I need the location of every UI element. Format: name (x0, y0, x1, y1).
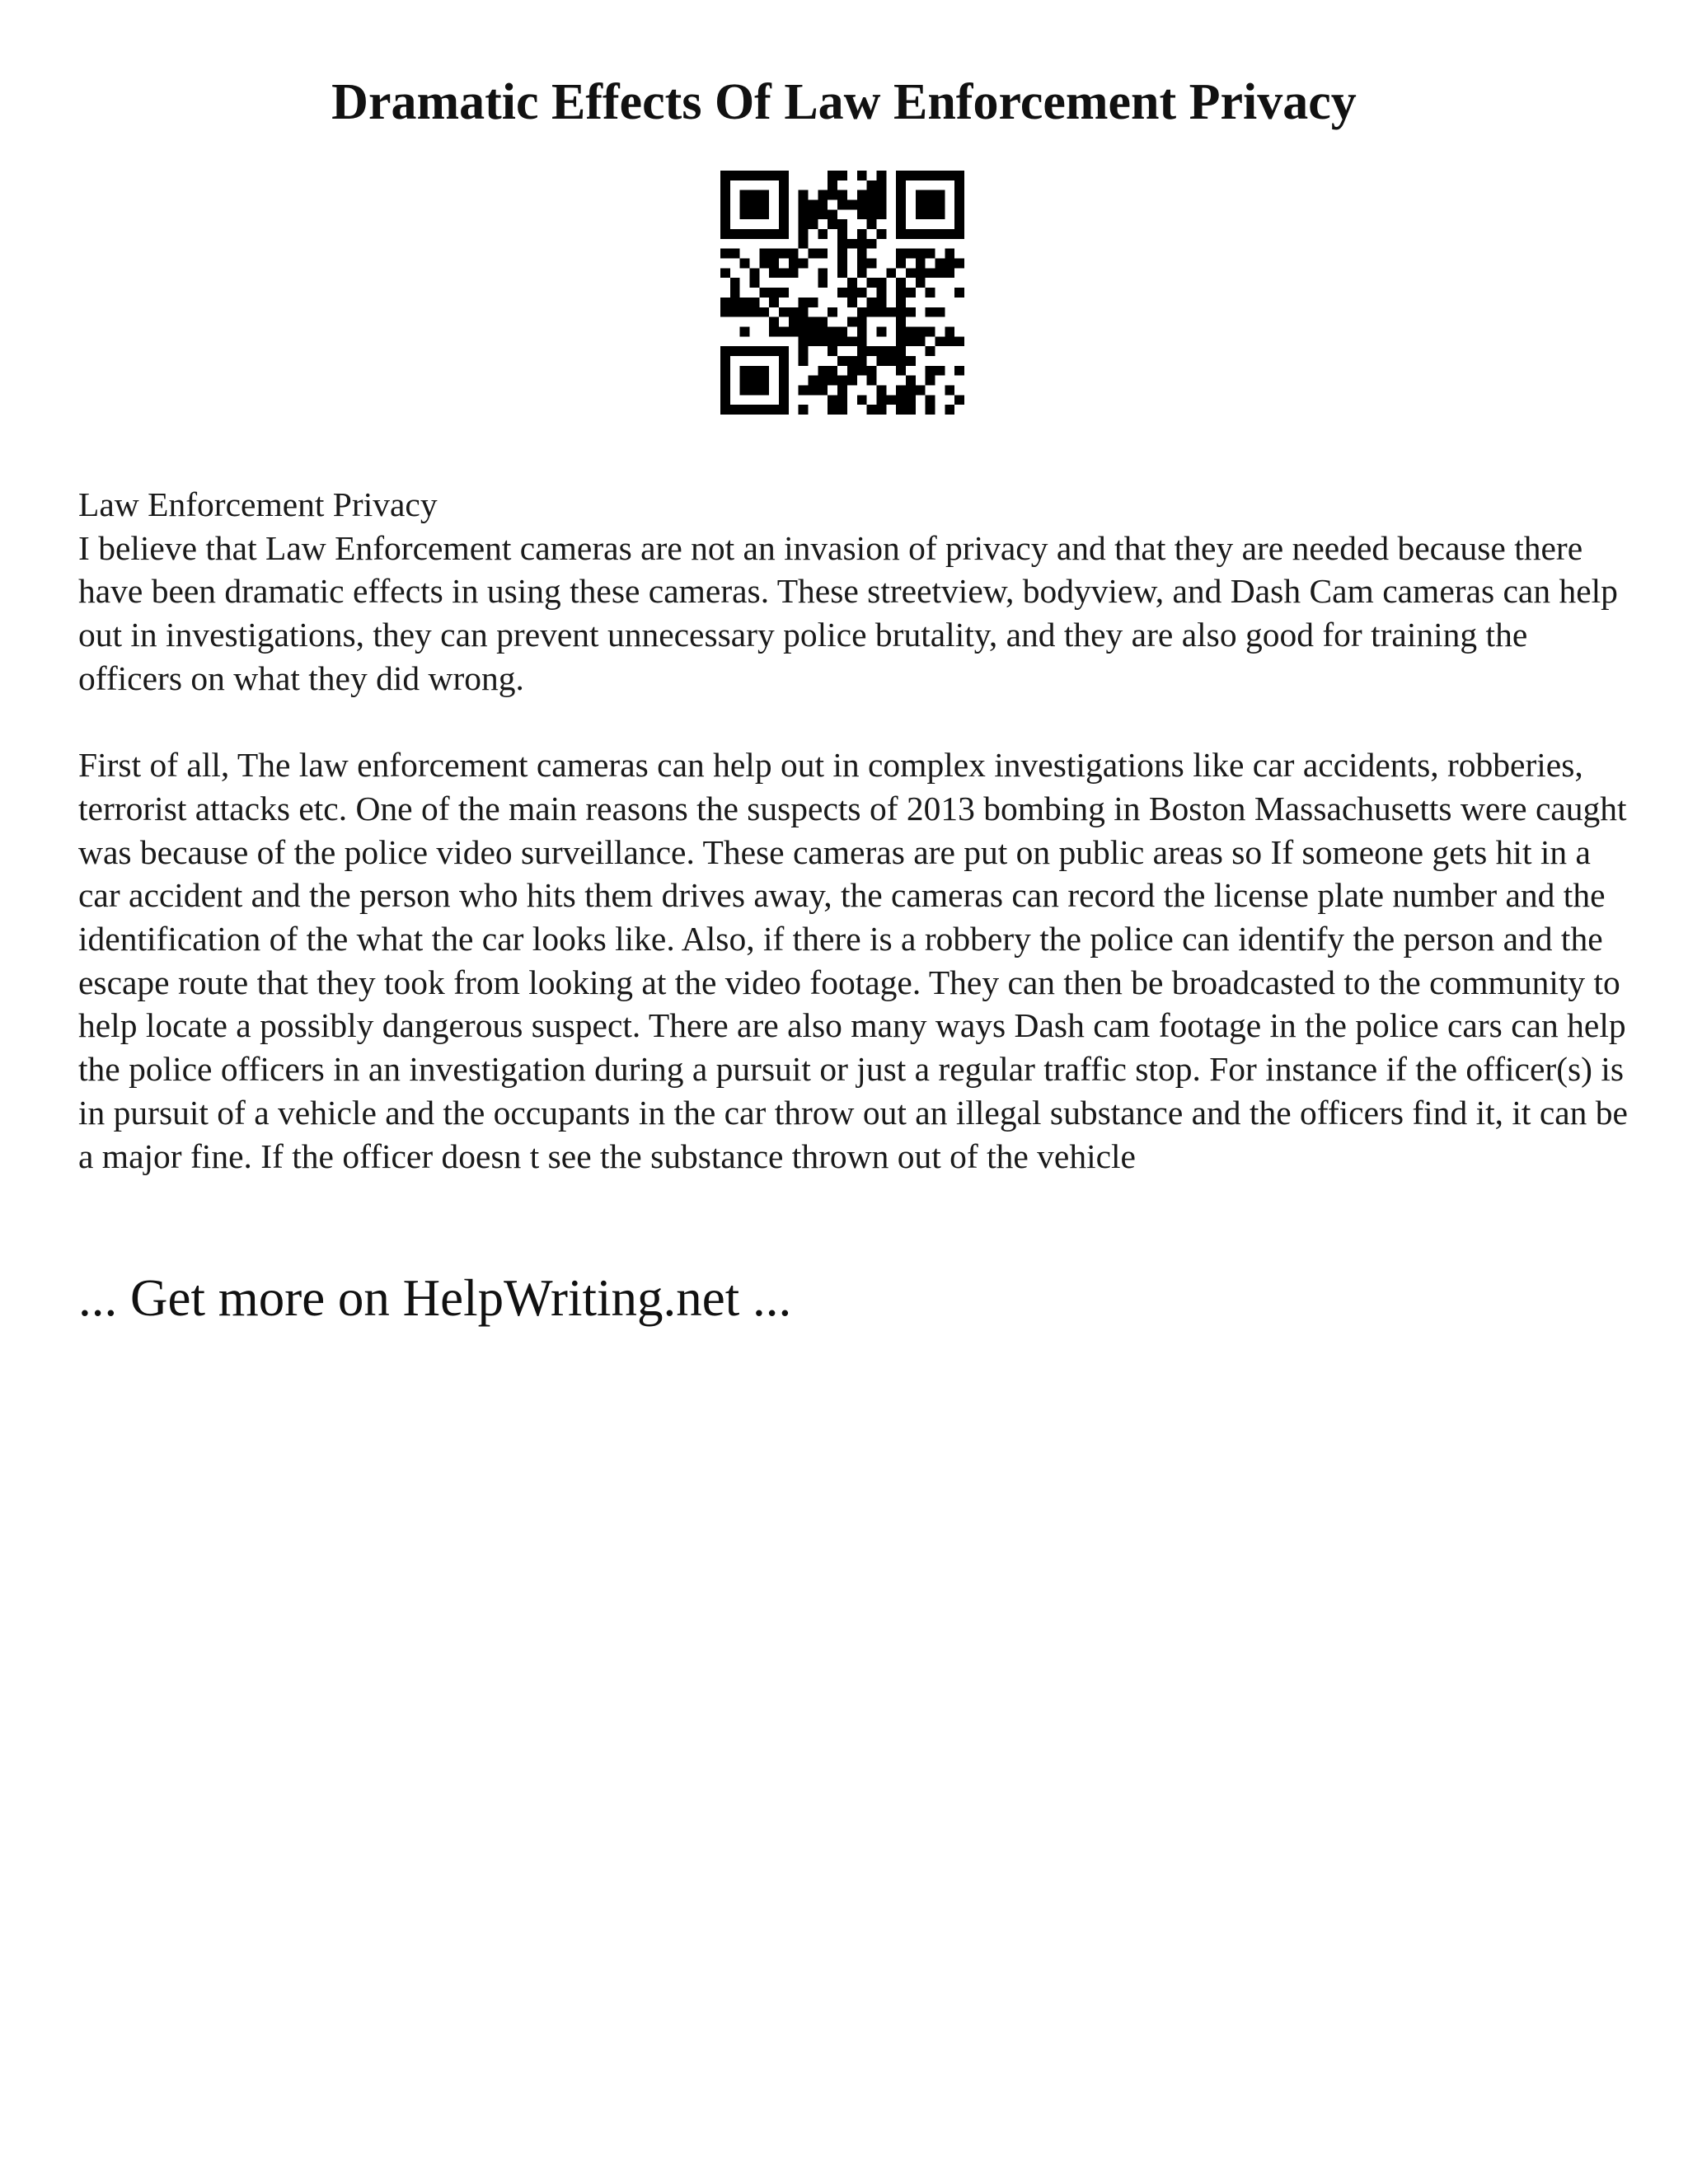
document-title: Dramatic Effects Of Law Enforcement Privacy (331, 73, 1357, 130)
qr-code-icon (720, 171, 964, 415)
paragraph-body: First of all, The law enforcement cameras can help out in complex investigations like car accidents, robberies, terrorist attacks etc. One of the main reasons the suspects of 2013 bombing in Boston Massachusetts were caught was because of the police video surveillance. These cameras are put on public areas so If someone gets hit in a car accident and the person who hits them drives away, the cameras can record the license plate number and the identification of the what the car looks like. Also, if there is a robbery the police can identify the person and the escape route that they took from looking at the video footage. They can then be broadcasted to the community to help locate a possibly dangerous suspect. There are also many ways Dash cam footage in the police cars can help the police officers in an investigation during a pursuit or just a regular traffic stop. For instance if the officer(s) is in pursuit of a vehicle and the occupants in the car throw out an illegal substance and the officers find it, it can be a major fine. If the officer doesn t see the substance thrown out of the vehicle (78, 746, 1628, 1175)
get-more-link[interactable]: ... Get more on HelpWriting.net ... (78, 1269, 792, 1327)
paragraph-intro: I believe that Law Enforcement cameras are not an invasion of privacy and that they are needed because there have been dramatic effects in using these cameras. These streetview, bodyview, and Dash Cam cameras can help out in investigations, they can prevent unnecessary police brutality, and they are also good for training the officers on what they did wrong. (78, 528, 1618, 697)
document-subheading: Law Enforcement Privacy (78, 485, 438, 523)
document-body (78, 483, 1628, 1178)
